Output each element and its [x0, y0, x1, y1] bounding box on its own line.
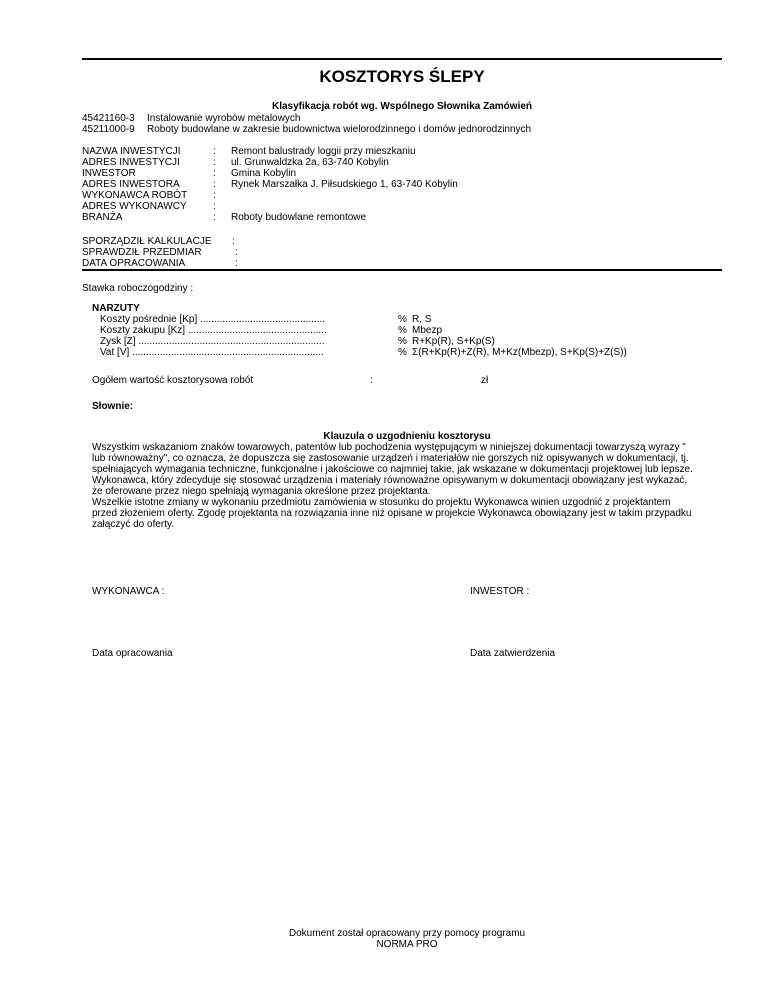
- surcharge-unit: %: [398, 347, 407, 358]
- section-rule: [82, 269, 722, 271]
- clause-line: Wszystkim wskazaniom znaków towarowych, patentów lub pochodzenia występującym w niniejszej dokumentacji towarzyszą wyrazy ": [92, 442, 686, 453]
- info-value: Roboty budowlane remontowe: [231, 212, 367, 223]
- classification-desc: Roboty budowlane w zakresie budownictwa wielorodzinnego i domów jednorodzinnych: [147, 124, 532, 135]
- total-currency: zł: [481, 375, 489, 386]
- info-label: ADRES INWESTYCJI: [82, 157, 180, 168]
- total-label: Ogółem wartość kosztorysowa robót: [92, 375, 254, 386]
- surcharge-label: Koszty pośrednie [Kp] .............................................: [100, 314, 326, 325]
- info-value: Rynek Marszałka J. Piłsudskiego 1, 63-740 Kobylin: [231, 179, 458, 190]
- prepared-label: SPORZĄDZIŁ KALKULACJE: [82, 236, 212, 247]
- info-value: Remont balustrady loggii przy mieszkaniu: [231, 146, 416, 157]
- clause-text: [92, 442, 732, 530]
- prepared-label: DATA OPRACOWANIA: [82, 258, 186, 269]
- prepared-colon: :: [235, 247, 238, 258]
- labor-rate: Stawka roboczogodziny :: [82, 283, 194, 294]
- info-colon: :: [213, 212, 216, 223]
- surcharge-unit: %: [398, 336, 407, 347]
- clause-line: załączyć do oferty.: [92, 519, 175, 530]
- classification-desc: Instalowanie wyrobów metalowych: [147, 113, 301, 124]
- clause-line: że oferowane przez niego spełniają wymagania określone przez projektanta.: [92, 486, 431, 497]
- clause-line: lub równoważny", co oznacza, że dopuszcza się zastosowanie urządzeń i materiałów nie gorszych niż opisywanych w dokumentacji, tj.: [92, 453, 689, 464]
- info-colon: :: [213, 146, 216, 157]
- footer-line-1: Dokument został opracowany przy pomocy programu: [288, 928, 526, 939]
- info-label: ADRES INWESTORA: [82, 179, 180, 190]
- clause-line: spełniających wymagania techniczne, funkcjonalne i jakościowe co najmniej takie, jak wskazane w dokumentacji projektowej lub lepsze.: [92, 464, 693, 475]
- surcharges-heading: NARZUTY: [92, 303, 140, 314]
- preparation-date-label: Data opracowania: [92, 648, 173, 659]
- clause-line: Wszelkie istotne zmiany w wykonaniu przedmiotu zamówienia w stosunku do projektu Wykonawca winien uzgodnić z projektantem: [92, 497, 671, 508]
- info-value: Gmina Kobylin: [231, 168, 297, 179]
- surcharge-basis: Σ(R+Kp(R)+Z(R), M+Kz(Mbezp), S+Kp(S)+Z(S)): [412, 347, 627, 358]
- contractor-signature-label: WYKONAWCA :: [92, 586, 165, 597]
- clause-line: Wykonawca, który zdecyduje się stosować urządzenia i materiały równoważne opisywanym w dokumentacji obowiązany jest wykazać,: [92, 475, 688, 486]
- surcharge-unit: %: [398, 325, 407, 336]
- info-colon: :: [213, 190, 216, 201]
- surcharge-basis: R, S: [412, 314, 432, 325]
- info-value: ul. Grunwaldzka 2a, 63-740 Kobylin: [231, 157, 389, 168]
- surcharge-basis: Mbezp: [412, 325, 443, 336]
- surcharge-label: Koszty zakupu [Kz] ..................................................: [100, 325, 327, 336]
- investor-signature-label: INWESTOR :: [470, 586, 530, 597]
- info-label: BRANŻA: [82, 212, 123, 223]
- info-colon: :: [213, 168, 216, 179]
- classification-code: 45421160-3: [82, 113, 135, 124]
- surcharge-basis: R+Kp(R), S+Kp(S): [412, 336, 495, 347]
- total-colon: :: [370, 375, 373, 386]
- surcharge-unit: %: [398, 314, 407, 325]
- clause-line: przed złożeniem oferty. Zgodę projektanta na rozwiązania inne niż opisane w projekcie Wykonawca obowiązany jest w takim przypadku: [92, 508, 692, 519]
- info-label: ADRES WYKONAWCY: [82, 201, 187, 212]
- classification-code: 45211000-9: [82, 124, 135, 135]
- info-label: INWESTOR: [82, 168, 136, 179]
- top-rule: [82, 58, 722, 60]
- in-words-label: Słownie:: [92, 401, 134, 412]
- prepared-colon: :: [235, 258, 238, 269]
- surcharge-label: Vat [V] .....................................................................: [100, 347, 324, 358]
- page-title: KOSZTORYS ŚLEPY: [319, 67, 485, 86]
- surcharge-label: Zysk [Z] ...................................................................: [100, 336, 325, 347]
- clause-heading: Klauzula o uzgodnieniu kosztorysu: [323, 431, 491, 442]
- info-colon: :: [213, 201, 216, 212]
- footer-line-2: NORMA PRO: [376, 939, 438, 950]
- prepared-colon: :: [232, 236, 235, 247]
- info-label: NAZWA INWESTYCJI: [82, 146, 181, 157]
- info-colon: :: [213, 157, 216, 168]
- classification-heading: Klasyfikacja robót wg. Wspólnego Słownika Zamówień: [271, 101, 533, 112]
- info-label: WYKONAWCA ROBÓT: [82, 190, 188, 201]
- approval-date-label: Data zatwierdzenia: [470, 648, 556, 659]
- prepared-label: SPRAWDZIŁ PRZEDMIAR: [82, 247, 202, 258]
- info-colon: :: [213, 179, 216, 190]
